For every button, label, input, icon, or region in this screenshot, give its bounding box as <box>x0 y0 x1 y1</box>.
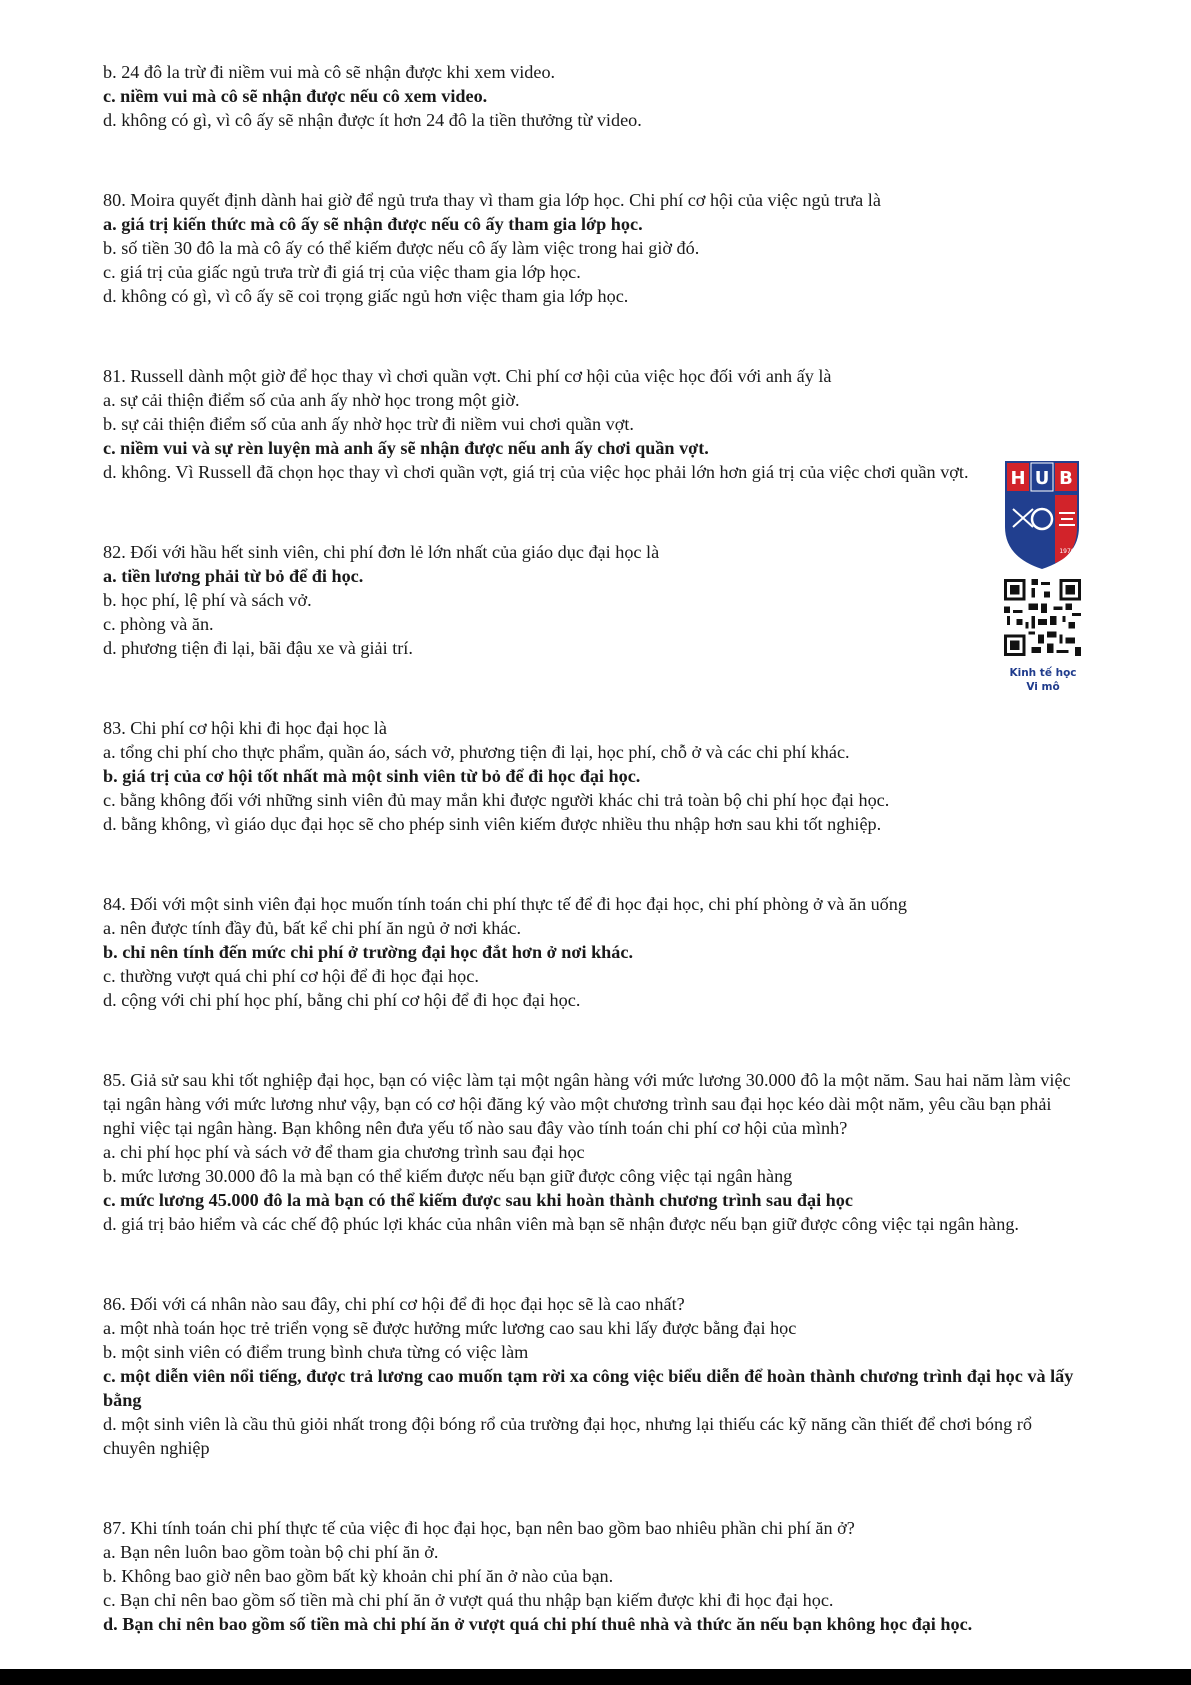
paragraph-gap <box>103 852 1083 876</box>
text-line: d. một sinh viên là cầu thủ giỏi nhất trong đội bóng rổ của trường đại học, nhưng lại thiếu các kỹ năng cần thiết để chơi bóng rổ chuyên nghiệp <box>103 1414 1032 1458</box>
text-line: c. Bạn chỉ nên bao gồm số tiền mà chi phí ăn ở vượt quá thu nhập bạn kiếm được khi đi học đại học. <box>103 1590 834 1610</box>
text-line: c. thường vượt quá chi phí cơ hội để đi học đại học. <box>103 966 479 986</box>
answer-line-correct: c. mức lương 45.000 đô la mà bạn có thể kiếm được sau khi hoàn thành chương trình sau đại học <box>103 1190 853 1210</box>
text-line: b. một sinh viên có điểm trung bình chưa từng có việc làm <box>103 1342 529 1362</box>
text-line: a. chi phí học phí và sách vở để tham gia chương trình sau đại học <box>103 1142 585 1162</box>
text-line: d. không có gì, vì cô ấy sẽ nhận được ít hơn 24 đô la tiền thưởng từ video. <box>103 110 642 130</box>
text-line: 80. Moira quyết định dành hai giờ để ngủ trưa thay vì tham gia lớp học. Chi phí cơ hội của việc ngủ trưa là <box>103 190 881 210</box>
text-line: b. 24 đô la trừ đi niềm vui mà cô sẽ nhận được khi xem video. <box>103 62 556 82</box>
answer-line-correct: c. niềm vui và sự rèn luyện mà anh ấy sẽ nhận được nếu anh ấy chơi quần vợt. <box>103 438 709 458</box>
hub-shield-icon <box>1003 457 1081 571</box>
document-body <box>103 60 1083 1636</box>
logo-caption-line1: Kinh tế học <box>1009 667 1077 679</box>
text-line: a. Bạn nên luôn bao gồm toàn bộ chi phí ăn ở. <box>103 1542 439 1562</box>
text-line: 81. Russell dành một giờ để học thay vì chơi quần vợt. Chi phí cơ hội của việc học đối với anh ấy là <box>103 366 832 386</box>
answer-line-correct: d. Bạn chỉ nên bao gồm số tiền mà chi phí ăn ở vượt quá chi phí thuê nhà và thức ăn nếu bạn không học đại học. <box>103 1614 973 1634</box>
paragraph-gap <box>103 324 1083 348</box>
text-line: a. nên được tính đầy đủ, bất kể chi phí ăn ngủ ở nơi khác. <box>103 918 522 938</box>
answer-line-correct: a. giá trị kiến thức mà cô ấy sẽ nhận được nếu cô ấy tham gia lớp học. <box>103 214 643 234</box>
answer-line-correct: b. giá trị của cơ hội tốt nhất mà một sinh viên từ bỏ để đi học đại học. <box>103 766 641 786</box>
answer-line-correct: c. niềm vui mà cô sẽ nhận được nếu cô xem video. <box>103 86 488 106</box>
text-line: b. số tiền 30 đô la mà cô ấy có thể kiếm được nếu cô ấy làm việc trong hai giờ đó. <box>103 238 700 258</box>
logo-caption-line2: Vi mô <box>1026 681 1060 693</box>
paragraph-gap <box>103 1476 1083 1500</box>
text-line: b. Không bao giờ nên bao gồm bất kỳ khoản chi phí ăn ở nào của bạn. <box>103 1566 614 1586</box>
text-line: c. giá trị của giấc ngủ trưa trừ đi giá trị của việc tham gia lớp học. <box>103 262 581 282</box>
text-line: d. bằng không, vì giáo dục đại học sẽ cho phép sinh viên kiếm được nhiều thu nhập hơn sau khi tốt nghiệp. <box>103 814 882 834</box>
text-line: d. cộng với chi phí học phí, bằng chi phí cơ hội để đi học đại học. <box>103 990 581 1010</box>
text-line: 84. Đối với một sinh viên đại học muốn tính toán chi phí thực tế để đi học đại học, chi phí phòng ở và ăn uống <box>103 894 907 914</box>
answer-line-correct: b. chỉ nên tính đến mức chi phí ở trường đại học đắt hơn ở nơi khác. <box>103 942 634 962</box>
text-line: 85. Giả sử sau khi tốt nghiệp đại học, bạn có việc làm tại một ngân hàng với mức lương 30.000 đô la một năm. Sau hai năm làm việc tại ngân hàng với mức lương như vậy, bạn có cơ hội đăng ký vào một chương trình sau đại học kéo dài một năm, yêu cầu bạn phải nghỉ việc tại ngân hàng. Bạn không nên đưa yếu tố nào sau đây vào tính toán chi phí cơ hội của mình? <box>103 1070 1071 1138</box>
answer-line-correct: a. tiền lương phải từ bỏ để đi học. <box>103 566 364 586</box>
paragraph-gap <box>103 676 1083 700</box>
text-line: b. mức lương 30.000 đô la mà bạn có thể kiếm được nếu bạn giữ được công việc tại ngân hàng <box>103 1166 793 1186</box>
logo-letter-b: B <box>1059 468 1073 489</box>
text-line: a. một nhà toán học trẻ triển vọng sẽ được hưởng mức lương cao sau khi lấy được bằng đại học <box>103 1318 797 1338</box>
text-line: 86. Đối với cá nhân nào sau đây, chi phí cơ hội để đi học đại học sẽ là cao nhất? <box>103 1294 685 1314</box>
text-line: 82. Đối với hầu hết sinh viên, chi phí đơn lẻ lớn nhất của giáo dục đại học là <box>103 542 660 562</box>
text-line: a. sự cải thiện điểm số của anh ấy nhờ học trong một giờ. <box>103 390 520 410</box>
logo-letter-h: H <box>1010 468 1026 489</box>
page-bottom-bar <box>0 1669 1191 1685</box>
logo-year: 1976 <box>1059 548 1075 555</box>
text-line: d. giá trị bảo hiểm và các chế độ phúc lợi khác của nhân viên mà bạn sẽ nhận được nếu bạn giữ được công việc tại ngân hàng. <box>103 1214 1019 1234</box>
paragraph-gap <box>103 1028 1083 1052</box>
text-line: 83. Chi phí cơ hội khi đi học đại học là <box>103 718 387 738</box>
text-line: c. phòng và ăn. <box>103 614 214 634</box>
text-line: 87. Khi tính toán chi phí thực tế của việc đi học đại học, bạn nên bao gồm bao nhiêu phần chi phí ăn ở? <box>103 1518 855 1538</box>
paragraph-gap <box>103 500 1083 524</box>
text-line: d. không. Vì Russell đã chọn học thay vì chơi quần vợt, giá trị của việc học phải lớn hơn giá trị của việc chơi quần vợt. <box>103 462 969 482</box>
text-line: b. sự cải thiện điểm số của anh ấy nhờ học trừ đi niềm vui chơi quần vợt. <box>103 414 634 434</box>
paragraph-gap <box>103 148 1083 172</box>
qr-code-icon <box>1004 579 1081 656</box>
answer-line-correct: c. một diễn viên nổi tiếng, được trả lương cao muốn tạm rời xa công việc biểu diễn để hoàn thành chương trình đại học và lấy bằng <box>103 1366 1074 1410</box>
text-line: d. không có gì, vì cô ấy sẽ coi trọng giấc ngủ hơn việc tham gia lớp học. <box>103 286 629 306</box>
text-line: d. phương tiện đi lại, bãi đậu xe và giải trí. <box>103 638 413 658</box>
text-line: a. tổng chi phí cho thực phẩm, quần áo, sách vở, phương tiện đi lại, học phí, chỗ ở và các chi phí khác. <box>103 742 850 762</box>
paragraph-gap <box>103 1252 1083 1276</box>
logo-caption <box>995 666 1091 694</box>
text-line: b. học phí, lệ phí và sách vở. <box>103 590 312 610</box>
text-line: c. bằng không đối với những sinh viên đủ may mắn khi được người khác chi trả toàn bộ chi phí học đại học. <box>103 790 890 810</box>
hub-logo <box>1003 457 1081 576</box>
logo-letter-u: U <box>1034 468 1050 489</box>
